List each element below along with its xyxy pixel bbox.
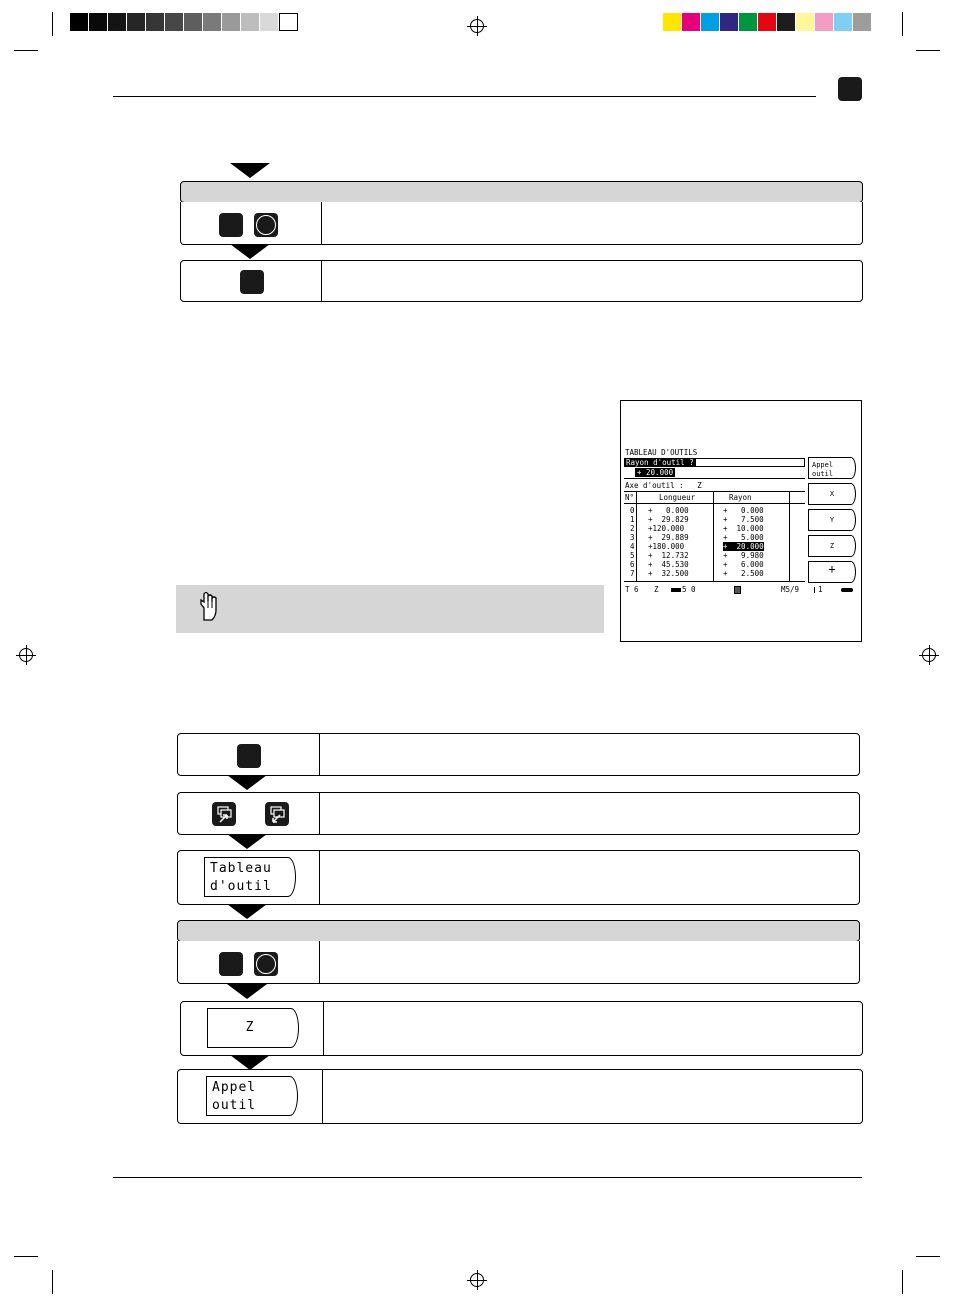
status-datum: 1 [818,585,823,594]
row-radius: + 5.000 [723,533,764,542]
col-divider [636,491,637,581]
row-length: + 32.500 [648,569,689,578]
screen-softkey-y[interactable]: Y [808,509,856,531]
row-length: + 29.829 [648,515,689,524]
flow-arrow [230,1055,270,1070]
row-radius[interactable]: + 20.000 [723,542,764,551]
step-box [177,733,860,776]
row-length: + 0.000 [648,506,689,515]
row-tool-number: 2 [630,524,635,533]
step-box [180,260,863,302]
header-rule [113,96,816,97]
row-radius: + 7.500 [723,515,764,524]
status-axis: Z [654,585,659,594]
row-length: + 29.889 [648,533,689,542]
pointing-hand-icon [196,590,220,622]
grayscale-calibration-bar [70,13,298,31]
row-length: +180.000 [648,542,685,551]
crop-mark [916,1256,940,1257]
crop-mark [902,1270,903,1294]
page-down-key[interactable] [265,802,289,826]
datum-icon [814,587,815,593]
col-header-length: Longueur [659,493,696,502]
row-radius: + 10.000 [723,524,764,533]
screen-softkey-x[interactable]: X [808,483,856,505]
row-radius: + 0.000 [723,506,764,515]
screen-title: TABLEAU D'OUTILS [625,448,698,457]
crop-mark [14,50,38,51]
battery-icon [841,588,853,592]
screen-softkey-crosshair[interactable]: + [808,561,856,583]
row-length: + 45.530 [648,560,689,569]
screen-axis-line: Axe d'outil : Z [625,481,702,490]
step-group-header [180,181,863,203]
softkey-appel-outil[interactable]: Appel outil [206,1076,298,1116]
sign-key[interactable] [254,213,278,237]
step-box [180,202,863,245]
page-down-icon [265,802,289,826]
mode-icon [734,586,741,594]
flow-arrow [227,984,267,999]
col-divider [789,491,790,581]
enter-key[interactable] [240,270,264,294]
crop-mark [52,1270,53,1294]
footer-rule [113,1177,862,1178]
row-tool-number: 6 [630,560,635,569]
registration-mark-top [470,19,484,33]
row-tool-number: 4 [630,542,635,551]
flow-arrow [227,834,267,849]
col-header-no: N° [625,493,635,502]
row-radius: + 9.980 [723,551,764,560]
col-header-radius: Rayon [729,493,752,502]
screen-softkey-appel[interactable]: Appel outil [808,457,856,479]
display-screen [620,400,862,642]
row-length: +120.000 [648,524,685,533]
registration-mark-bottom [470,1273,484,1287]
screen-rule [624,491,805,492]
chapter-tab-marker [838,77,862,101]
status-tool: T 6 [625,585,639,594]
crop-mark [52,12,53,36]
color-calibration-bar [663,13,872,31]
status-ms: M5/9 [781,585,800,594]
status-spindle: 5 0 [682,585,696,594]
screen-softkey-z[interactable]: Z [808,535,856,557]
page-up-key[interactable] [212,802,236,826]
col-divider [713,491,714,581]
screen-rule [624,478,805,479]
crop-mark [14,1256,38,1257]
spindle-icon [671,588,681,592]
tool-key[interactable] [237,744,261,768]
crop-mark [916,50,940,51]
row-tool-number: 7 [630,569,635,578]
numeric-key[interactable] [219,952,243,976]
note-box [176,585,604,633]
registration-mark-right [922,648,936,662]
flow-arrow [230,163,270,178]
row-tool-number: 5 [630,551,635,560]
softkey-z[interactable]: Z [207,1008,299,1048]
crop-mark [902,12,903,36]
step-box [177,941,860,984]
numeric-key[interactable] [219,213,243,237]
row-radius: + 6.000 [723,560,764,569]
sign-key[interactable] [254,952,278,976]
row-length: + 12.732 [648,551,689,560]
flow-arrow [230,244,270,259]
page-up-icon [212,802,236,826]
flow-arrow [227,775,267,790]
flow-arrow [227,904,267,919]
step-group-header [177,920,860,942]
registration-mark-left [19,648,33,662]
row-tool-number: 1 [630,515,635,524]
row-tool-number: 0 [630,506,635,515]
softkey-tableau-outil[interactable]: Tableau d'outil [204,857,296,897]
screen-prompt: Rayon d'outil ? [626,458,694,467]
screen-input-value[interactable]: + 20.000 [637,468,674,477]
row-tool-number: 3 [630,533,635,542]
row-radius: + 2.500 [723,569,764,578]
screen-rule [624,503,805,504]
screen-rule [624,581,805,582]
